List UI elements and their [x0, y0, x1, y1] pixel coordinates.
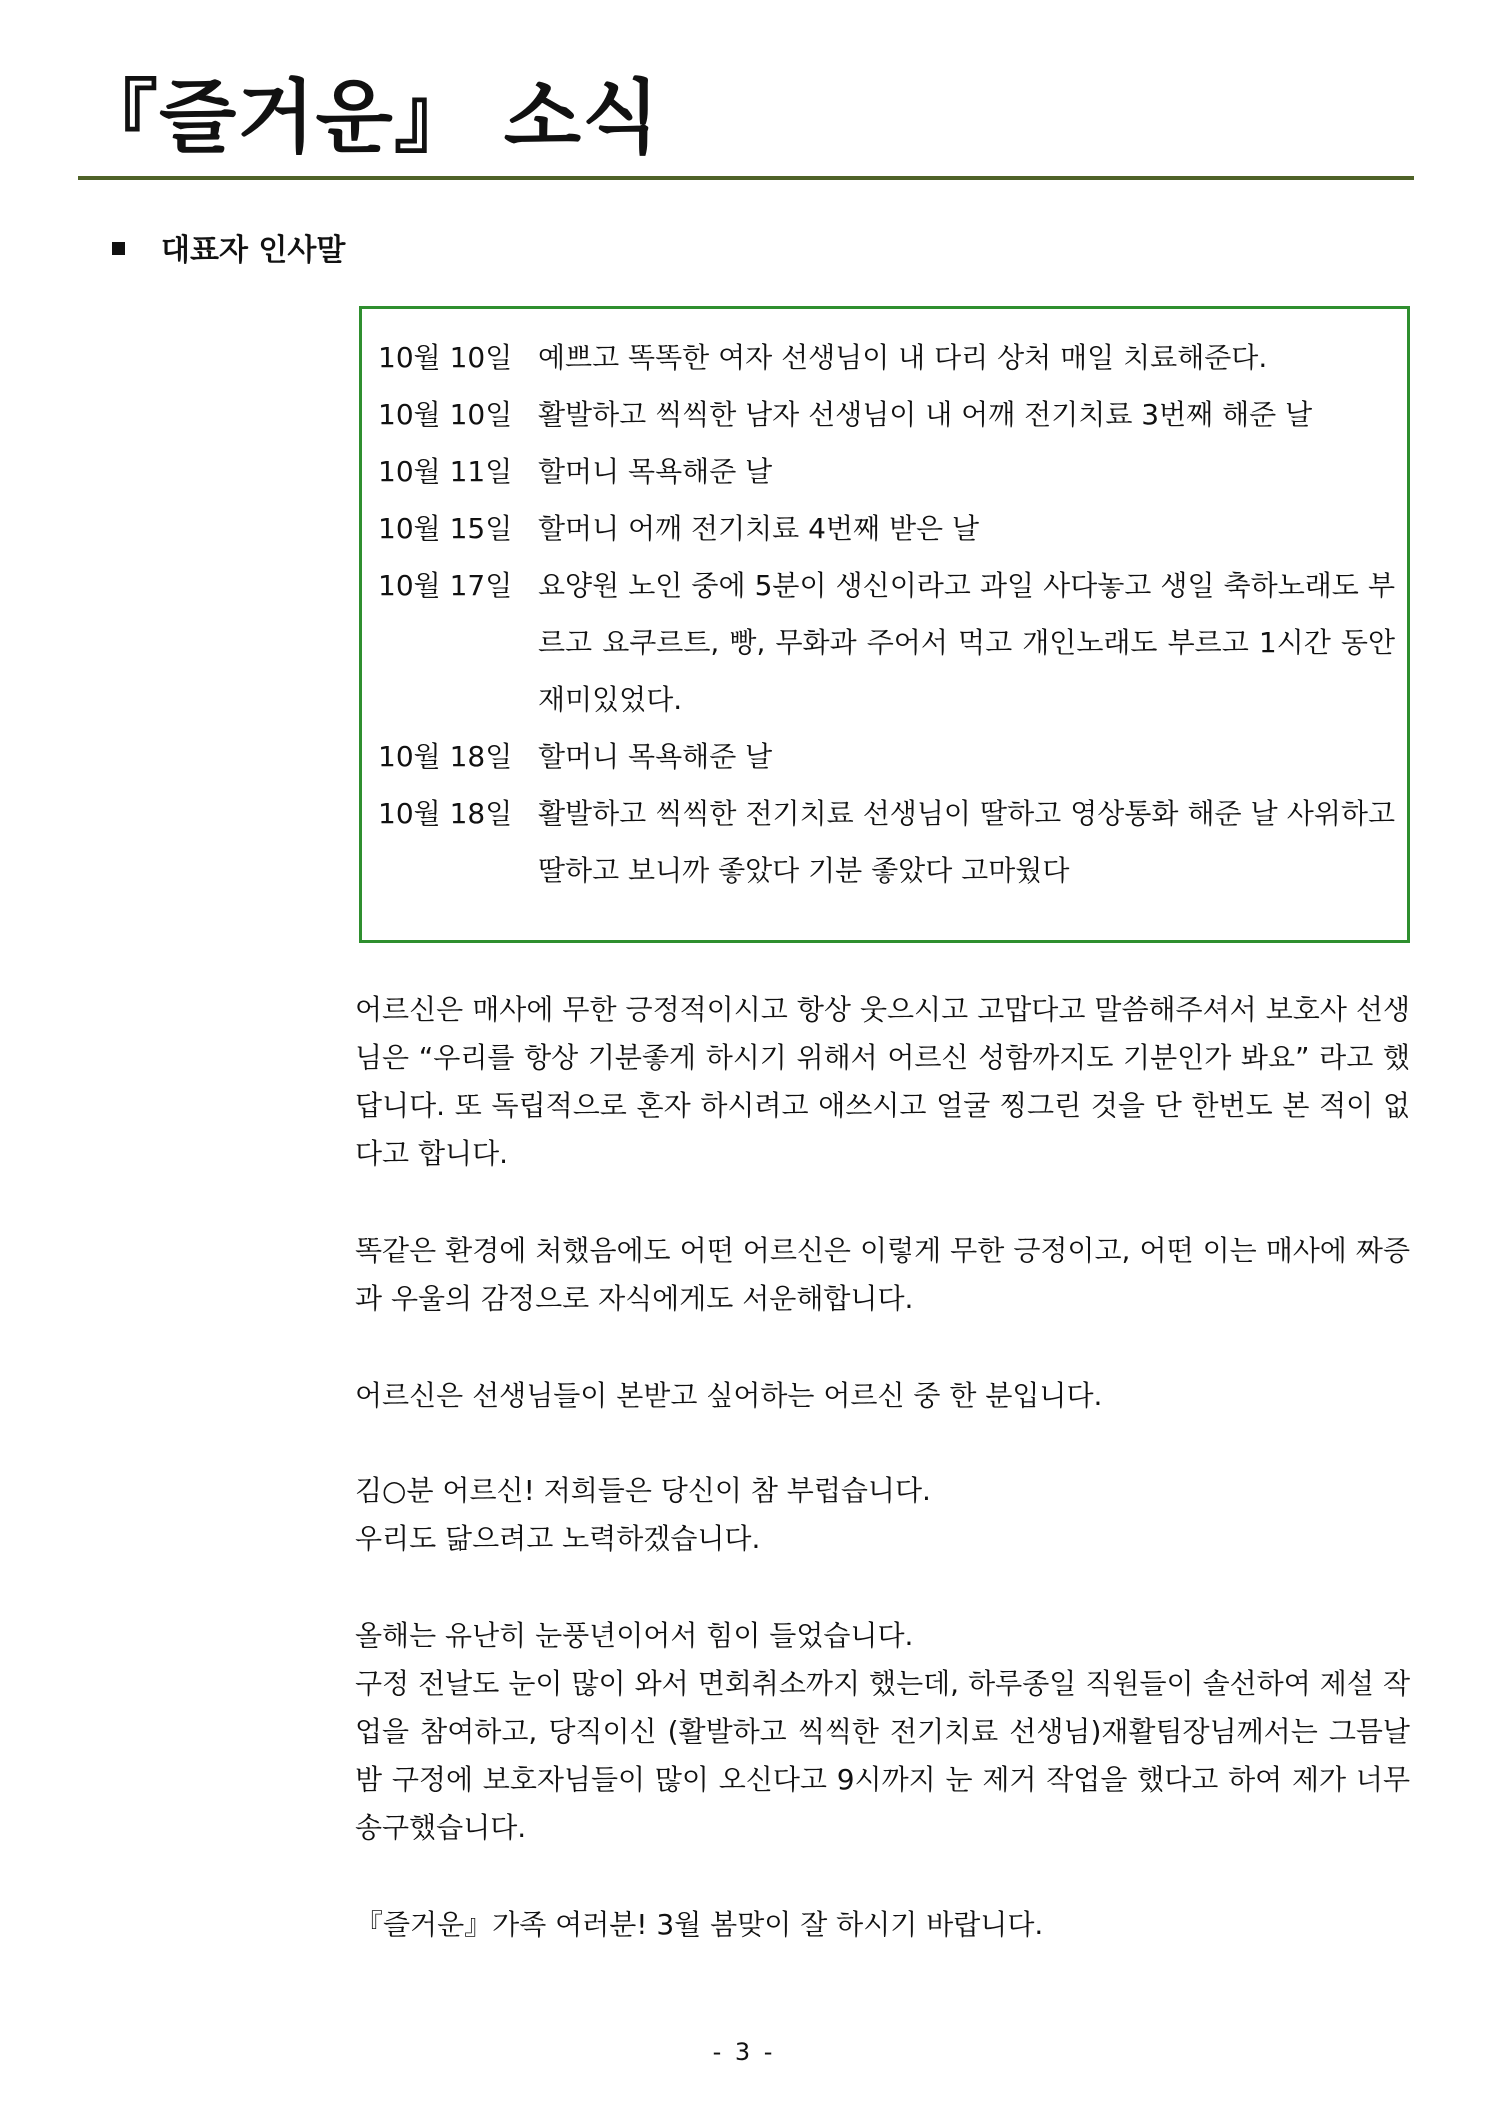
- diary-date: 10월 18일: [378, 740, 513, 773]
- section-heading-label: 대표자 인사말: [161, 233, 346, 268]
- body-block: [355, 1372, 1410, 1420]
- diary-date: 10월 15일: [378, 512, 513, 545]
- body-paragraph: 어르신은 매사에 무한 긍정적이시고 항상 웃으시고 고맙다고 말씀해주셔서 보호사 선생님은 “우리를 항상 기분좋게 하시기 위해서 어르신 성함까지도 기분인가 봐요” 라고 했답니다. 또 독립적으로 혼자 하시려고 애쓰시고 얼굴 찡그린 것을 단 한번도 본 적이 없다고 합니다.: [355, 993, 1410, 1170]
- diary-text: 할머니 어깨 전기치료 4번째 받은 날: [538, 512, 979, 545]
- square-bullet-icon: [112, 242, 125, 255]
- page-title: 『즐거운』 소식: [78, 71, 661, 164]
- body-paragraph: 『즐거운』가족 여러분! 3월 봄맞이 잘 하시기 바랍니다.: [355, 1908, 1044, 1941]
- diary-entry: [378, 500, 1395, 557]
- section-heading: [112, 233, 345, 269]
- diary-entry: [378, 557, 1395, 728]
- diary-entry: [378, 443, 1395, 500]
- title-divider: [78, 176, 1414, 180]
- body-paragraph: 올해는 유난히 눈풍년이어서 힘이 들었습니다.: [355, 1619, 914, 1652]
- body-paragraph: 똑같은 환경에 처했음에도 어떤 어르신은 이렇게 무한 긍정이고, 어떤 이는 매사에 짜증과 우울의 감정으로 자식에게도 서운해합니다.: [355, 1234, 1410, 1315]
- diary-text: 예쁘고 똑똑한 여자 선생님이 내 다리 상처 매일 치료해준다.: [538, 341, 1268, 374]
- body-block: [355, 1901, 1410, 1949]
- diary-entry: [378, 728, 1395, 785]
- diary-text: 활발하고 씩씩한 전기치료 선생님이 딸하고 영상통화 해준 날 사위하고 딸하고 보니까 좋았다 기분 좋았다 고마웠다: [538, 797, 1395, 887]
- diary-text: 활발하고 씩씩한 남자 선생님이 내 어깨 전기치료 3번째 해준 날: [538, 398, 1313, 431]
- diary-entry: [378, 785, 1395, 899]
- diary-text: 할머니 목욕해준 날: [538, 740, 773, 773]
- diary-text: 요양원 노인 중에 5분이 생신이라고 과일 사다놓고 생일 축하노래도 부르고 요쿠르트, 빵, 무화과 주어서 먹고 개인노래도 부르고 1시간 동안 재미있었다.: [538, 569, 1395, 716]
- diary-entry: [378, 386, 1395, 443]
- diary-box: [359, 306, 1410, 943]
- diary-date: 10월 10일: [378, 341, 513, 374]
- diary-entry: [378, 329, 1395, 386]
- body-paragraph: 구정 전날도 눈이 많이 와서 면회취소까지 했는데, 하루종일 직원들이 솔선하여 제설 작업을 참여하고, 당직이신 (활발하고 씩씩한 전기치료 선생님)재활팀장님께서는 그믐날 밤 구정에 보호자님들이 많이 오신다고 9시까지 눈 제거 작업을 했다고 하여 제가 너무 송구했습니다.: [355, 1667, 1410, 1844]
- body-block: [355, 1612, 1410, 1852]
- diary-text: 할머니 목욕해준 날: [538, 455, 773, 488]
- page-number: - 3 -: [712, 2038, 776, 2066]
- body-block: [355, 986, 1410, 1178]
- body-paragraph: 김○분 어르신! 저희들은 당신이 참 부럽습니다.: [355, 1474, 931, 1507]
- body-block: [355, 1227, 1410, 1323]
- diary-date: 10월 17일: [378, 569, 513, 602]
- diary-date: 10월 18일: [378, 797, 513, 830]
- diary-date: 10월 10일: [378, 398, 513, 431]
- body-paragraph: 어르신은 선생님들이 본받고 싶어하는 어르신 중 한 분입니다.: [355, 1379, 1103, 1412]
- diary-date: 10월 11일: [378, 455, 513, 488]
- body-block: [355, 1467, 1410, 1563]
- body-paragraph: 우리도 닮으려고 노력하겠습니다.: [355, 1522, 761, 1555]
